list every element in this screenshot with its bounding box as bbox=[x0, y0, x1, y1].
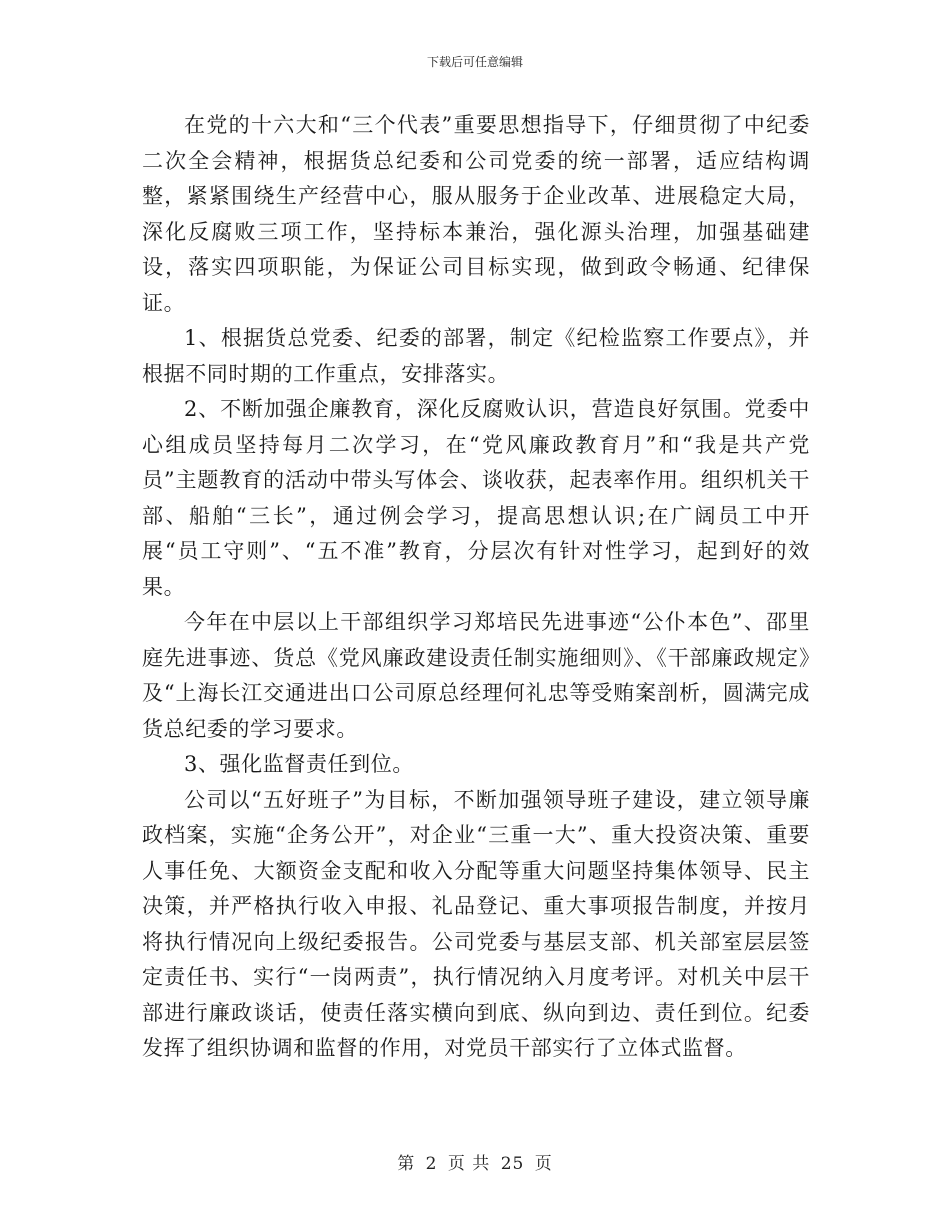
paragraph-item-1: 1、根据货总党委、纪委的部署，制定《纪检监察工作要点》，并根据不同时期的工作重点，安排落实。 bbox=[142, 326, 810, 386]
footer-suffix: 页 bbox=[534, 1154, 553, 1174]
page-footer bbox=[0, 1153, 950, 1175]
paragraph-supervision: 公司以“五好班子”为目标，不断加强领导班子建设，建立领导廉政档案，实施“企务公开”，对企业“三重一大”、重大投资决策、重要人事任免、大额资金支配和收入分配等重大问题坚持集体领导、民主决策，并严格执行收入申报、礼品登记、重大事项报告制度，并按月将执行情况向上级纪委报告。公司党委与基层支部、机关部室层层签定责任书、实行“一岗两责”，执行情况纳入月度考评。对机关中层干部进行廉政谈话，使责任落实横向到底、纵向到边、责任到位。纪委发挥了组织协调和监督的作用，对党员干部实行了立体式监督。 bbox=[142, 787, 810, 1060]
paragraph-intro: 在党的十六大和“三个代表”重要思想指导下，仔细贯彻了中纪委二次全会精神，根据货总纪委和公司党委的统一部署，适应结构调整，紧紧围绕生产经营中心，服从服务于企业改革、进展稳定大局，深化反腐败三项工作，坚持标本兼治，强化源头治理，加强基础建设，落实四项职能，为保证公司目标实现，做到政令畅通、纪律保证。 bbox=[142, 113, 810, 315]
footer-middle: 页 共 bbox=[447, 1154, 491, 1174]
document-body bbox=[142, 108, 810, 1067]
paragraph-item-2: 2、不断加强企廉教育，深化反腐败认识，营造良好氛围。党委中心组成员坚持每月二次学习，在“党风廉政教育月”和“我是共产党员”主题教育的活动中带头写体会、谈收获，起表率作用。组织机关干部、船舶“三长”，通过例会学习，提高思想认识;在广阔员工中开展“员工守则”、“五不准”教育，分层次有针对性学习，起到好的效果。 bbox=[142, 397, 810, 599]
paragraph-item-3: 3、强化监督责任到位。 bbox=[184, 752, 414, 776]
page-header-note: 下载后可任意编辑 bbox=[426, 55, 523, 69]
paragraph-study: 今年在中层以上干部组织学习郑培民先进事迹“公仆本色”、邵里庭先进事迹、货总《党风廉政建设责任制实施细则》、《干部廉政规定》及“上海长江交通进出口公司原总经理何礼忠等受贿案剖析，圆满完成货总纪委的学习要求。 bbox=[142, 610, 810, 741]
page-number-total: 25 bbox=[500, 1154, 525, 1174]
page-number-current: 2 bbox=[425, 1154, 438, 1174]
footer-prefix: 第 bbox=[397, 1154, 416, 1174]
